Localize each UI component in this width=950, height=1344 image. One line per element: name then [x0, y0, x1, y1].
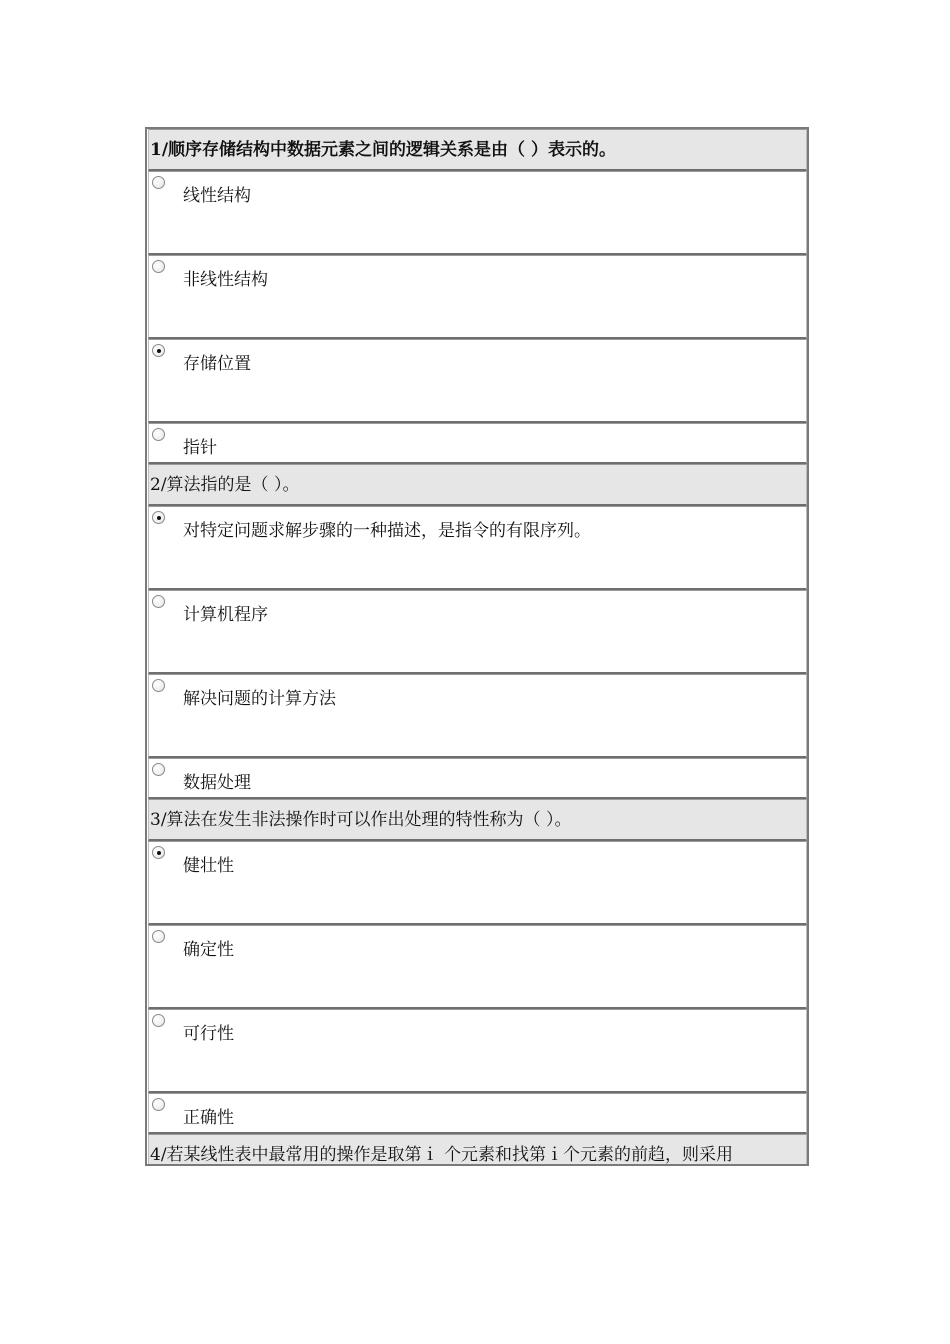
radio-button-icon[interactable]	[152, 763, 165, 776]
radio-button-selected-icon[interactable]	[152, 344, 165, 357]
question-2-option-1[interactable]	[148, 506, 807, 590]
question-2-option-4[interactable]	[148, 758, 807, 799]
question-3-text: 3/算法在发生非法操作时可以作出处理的特性称为（ ）。	[150, 810, 572, 830]
question-3-option-1[interactable]	[148, 841, 807, 925]
option-label: 存储位置	[183, 354, 251, 374]
option-label: 非线性结构	[183, 270, 268, 290]
question-2-row	[148, 464, 807, 506]
option-label: 数据处理	[183, 773, 251, 793]
radio-button-icon[interactable]	[152, 260, 165, 273]
question-1-option-3[interactable]	[148, 339, 807, 423]
question-3-option-3[interactable]	[148, 1009, 807, 1093]
radio-button-icon[interactable]	[152, 1098, 165, 1111]
question-2-option-2[interactable]	[148, 590, 807, 674]
question-1-option-2[interactable]	[148, 255, 807, 339]
option-label: 解决问题的计算方法	[183, 689, 336, 709]
radio-button-icon[interactable]	[152, 1014, 165, 1027]
radio-button-icon[interactable]	[152, 176, 165, 189]
radio-button-icon[interactable]	[152, 595, 165, 608]
radio-button-selected-icon[interactable]	[152, 846, 165, 859]
option-label: 线性结构	[183, 186, 251, 206]
quiz-table	[145, 127, 809, 1166]
question-1-option-4[interactable]	[148, 423, 807, 464]
option-label: 健壮性	[183, 856, 234, 876]
radio-button-selected-icon[interactable]	[152, 511, 165, 524]
question-3-row	[148, 799, 807, 841]
option-label: 可行性	[183, 1024, 234, 1044]
radio-button-icon[interactable]	[152, 428, 165, 441]
question-3-option-2[interactable]	[148, 925, 807, 1009]
question-1-text: 1/顺序存储结构中数据元素之间的逻辑关系是由（ ）表示的。	[150, 140, 616, 160]
radio-button-icon[interactable]	[152, 679, 165, 692]
option-label: 指针	[183, 438, 217, 458]
question-2-text: 2/算法指的是（ ）。	[150, 475, 300, 495]
question-1-option-1[interactable]	[148, 171, 807, 255]
option-label: 计算机程序	[183, 605, 268, 625]
option-label: 正确性	[183, 1108, 234, 1128]
question-4-text: 4/若某线性表中最常用的操作是取第ｉ 个元素和找第ｉ个元素的前趋，则采用	[150, 1145, 733, 1165]
option-label: 对特定问题求解步骤的一种描述，是指令的有限序列。	[183, 521, 591, 541]
radio-button-icon[interactable]	[152, 930, 165, 943]
question-1-row	[148, 129, 807, 171]
option-label: 确定性	[183, 940, 234, 960]
question-2-option-3[interactable]	[148, 674, 807, 758]
question-3-option-4[interactable]	[148, 1093, 807, 1134]
question-4-row	[148, 1134, 807, 1166]
